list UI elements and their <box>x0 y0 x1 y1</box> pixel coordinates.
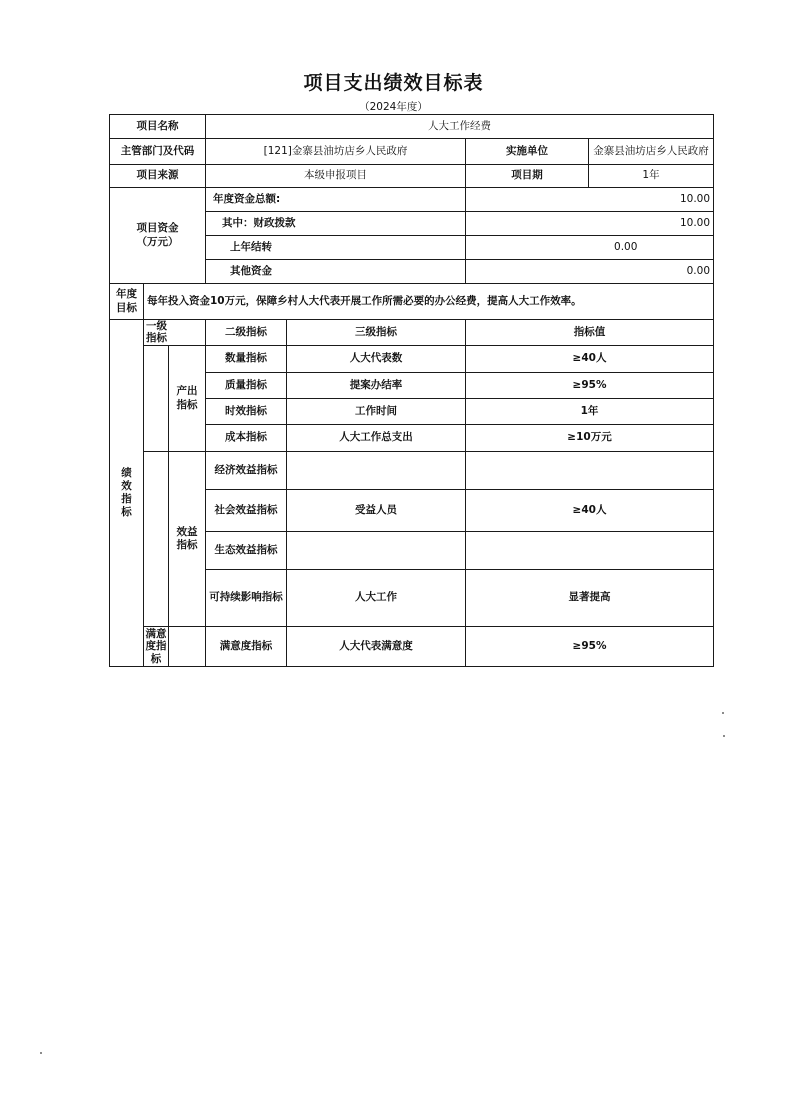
level1-header-line1: 一级 <box>146 319 167 332</box>
benefit-indicators-margin <box>144 452 169 627</box>
satisfaction-margin <box>169 627 206 667</box>
performance-target-table <box>109 114 714 667</box>
output-label-line1: 产出 <box>176 385 198 398</box>
project-funds-label-line2: （万元） <box>136 235 179 248</box>
annual-goal-row <box>110 284 714 320</box>
indicators-label-char-2: 效 <box>121 479 132 492</box>
project-period-value: 1年 <box>589 165 714 188</box>
annual-goal-label-line2: 目标 <box>116 301 137 314</box>
output-level3: 人大代表数 <box>287 346 466 373</box>
project-name-label: 项目名称 <box>110 115 206 139</box>
implementing-unit-label: 实施单位 <box>466 139 589 165</box>
satisfaction-indicators-label <box>144 627 169 667</box>
benefit-label-line1: 效益 <box>176 525 198 538</box>
funds-other-label: 其他资金 <box>206 260 466 284</box>
benefit-value <box>466 452 714 490</box>
funds-total-label: 年度资金总额: <box>206 188 466 212</box>
level1-header-line2: 指标 <box>146 331 167 344</box>
funds-fiscal-value: 10.00 <box>466 212 714 236</box>
implementing-unit-value: 金寨县油坊店乡人民政府 <box>589 139 714 165</box>
output-indicators-margin <box>144 346 169 452</box>
output-level2: 时效指标 <box>206 399 287 425</box>
output-level3: 提案办结率 <box>287 373 466 399</box>
satisfaction-label-line1: 满意 <box>145 628 167 641</box>
scan-speck <box>722 712 724 714</box>
output-level2: 质量指标 <box>206 373 287 399</box>
level3-header: 三级指标 <box>287 320 466 346</box>
annual-goal-label <box>110 284 144 320</box>
project-funds-label <box>110 188 206 284</box>
benefit-level2: 可持续影响指标 <box>206 570 287 627</box>
benefit-indicators-label <box>169 452 206 627</box>
benefit-level3: 人大工作 <box>287 570 466 627</box>
page-subtitle: （2024年度） <box>359 101 428 113</box>
level1-header <box>144 320 206 346</box>
funds-carryover-label: 上年结转 <box>206 236 466 260</box>
benefit-level2: 生态效益指标 <box>206 532 287 570</box>
satisfaction-level2: 满意度指标 <box>206 627 287 667</box>
performance-indicators-label <box>110 320 144 667</box>
funds-total-value: 10.00 <box>466 188 714 212</box>
project-funds-label-line1: 项目资金 <box>136 222 179 235</box>
benefit-level3 <box>287 532 466 570</box>
output-value: ≥40人 <box>466 346 714 373</box>
project-period-label: 项目期 <box>466 165 589 188</box>
output-level2: 成本指标 <box>206 425 287 452</box>
output-level2: 数量指标 <box>206 346 287 373</box>
department-row <box>110 139 714 165</box>
satisfaction-label-line3: 标 <box>150 652 162 665</box>
benefit-row-economic <box>110 452 714 490</box>
annual-goal-label-line1: 年度 <box>116 288 137 301</box>
satisfaction-label-line2: 度指 <box>145 640 167 653</box>
funds-fiscal-label: 其中：财政拨款 <box>206 212 466 236</box>
satisfaction-value: ≥95% <box>466 627 714 667</box>
benefit-label-line2: 指标 <box>176 539 198 551</box>
project-name-value: 人大工作经费 <box>206 115 714 139</box>
output-value: 1年 <box>466 399 714 425</box>
level2-header: 二级指标 <box>206 320 287 346</box>
benefit-level3 <box>287 452 466 490</box>
output-indicators-label <box>169 346 206 452</box>
output-label-line2: 指标 <box>176 398 198 411</box>
funds-carryover-value: 0.00 <box>466 236 714 260</box>
benefit-value: ≥40人 <box>466 490 714 532</box>
output-level3: 人大工作总支出 <box>287 425 466 452</box>
benefit-value <box>466 532 714 570</box>
benefit-level2: 经济效益指标 <box>206 452 287 490</box>
annual-goal-text: 每年投入资金10万元，保障乡村人大代表开展工作所需必要的办公经费，提高人大工作效率。 <box>144 284 714 320</box>
project-source-label: 项目来源 <box>110 165 206 188</box>
output-row-quantity <box>110 346 714 373</box>
output-value: ≥95% <box>466 373 714 399</box>
department-value: [121]金寨县油坊店乡人民政府 <box>206 139 466 165</box>
project-name-row <box>110 115 714 139</box>
page-title: 项目支出绩效目标表 <box>303 72 484 94</box>
indicator-value-header: 指标值 <box>466 320 714 346</box>
indicators-label-char-3: 指 <box>121 493 132 505</box>
benefit-level2: 社会效益指标 <box>206 490 287 532</box>
satisfaction-level3: 人大代表满意度 <box>287 627 466 667</box>
indicators-label-char-4: 标 <box>121 506 132 519</box>
satisfaction-row <box>110 627 714 667</box>
output-value: ≥10万元 <box>466 425 714 452</box>
output-level3: 工作时间 <box>287 399 466 425</box>
indicators-label-char-1: 绩 <box>121 466 132 479</box>
benefit-level3: 受益人员 <box>287 490 466 532</box>
scan-speck <box>40 1052 42 1054</box>
benefit-value: 显著提高 <box>466 570 714 627</box>
project-source-value: 本级申报项目 <box>206 165 466 188</box>
funds-other-value: 0.00 <box>466 260 714 284</box>
department-label: 主管部门及代码 <box>110 139 206 165</box>
indicator-header-row <box>110 320 714 346</box>
scan-speck <box>723 735 725 737</box>
source-row <box>110 165 714 188</box>
funds-row-total <box>110 188 714 212</box>
